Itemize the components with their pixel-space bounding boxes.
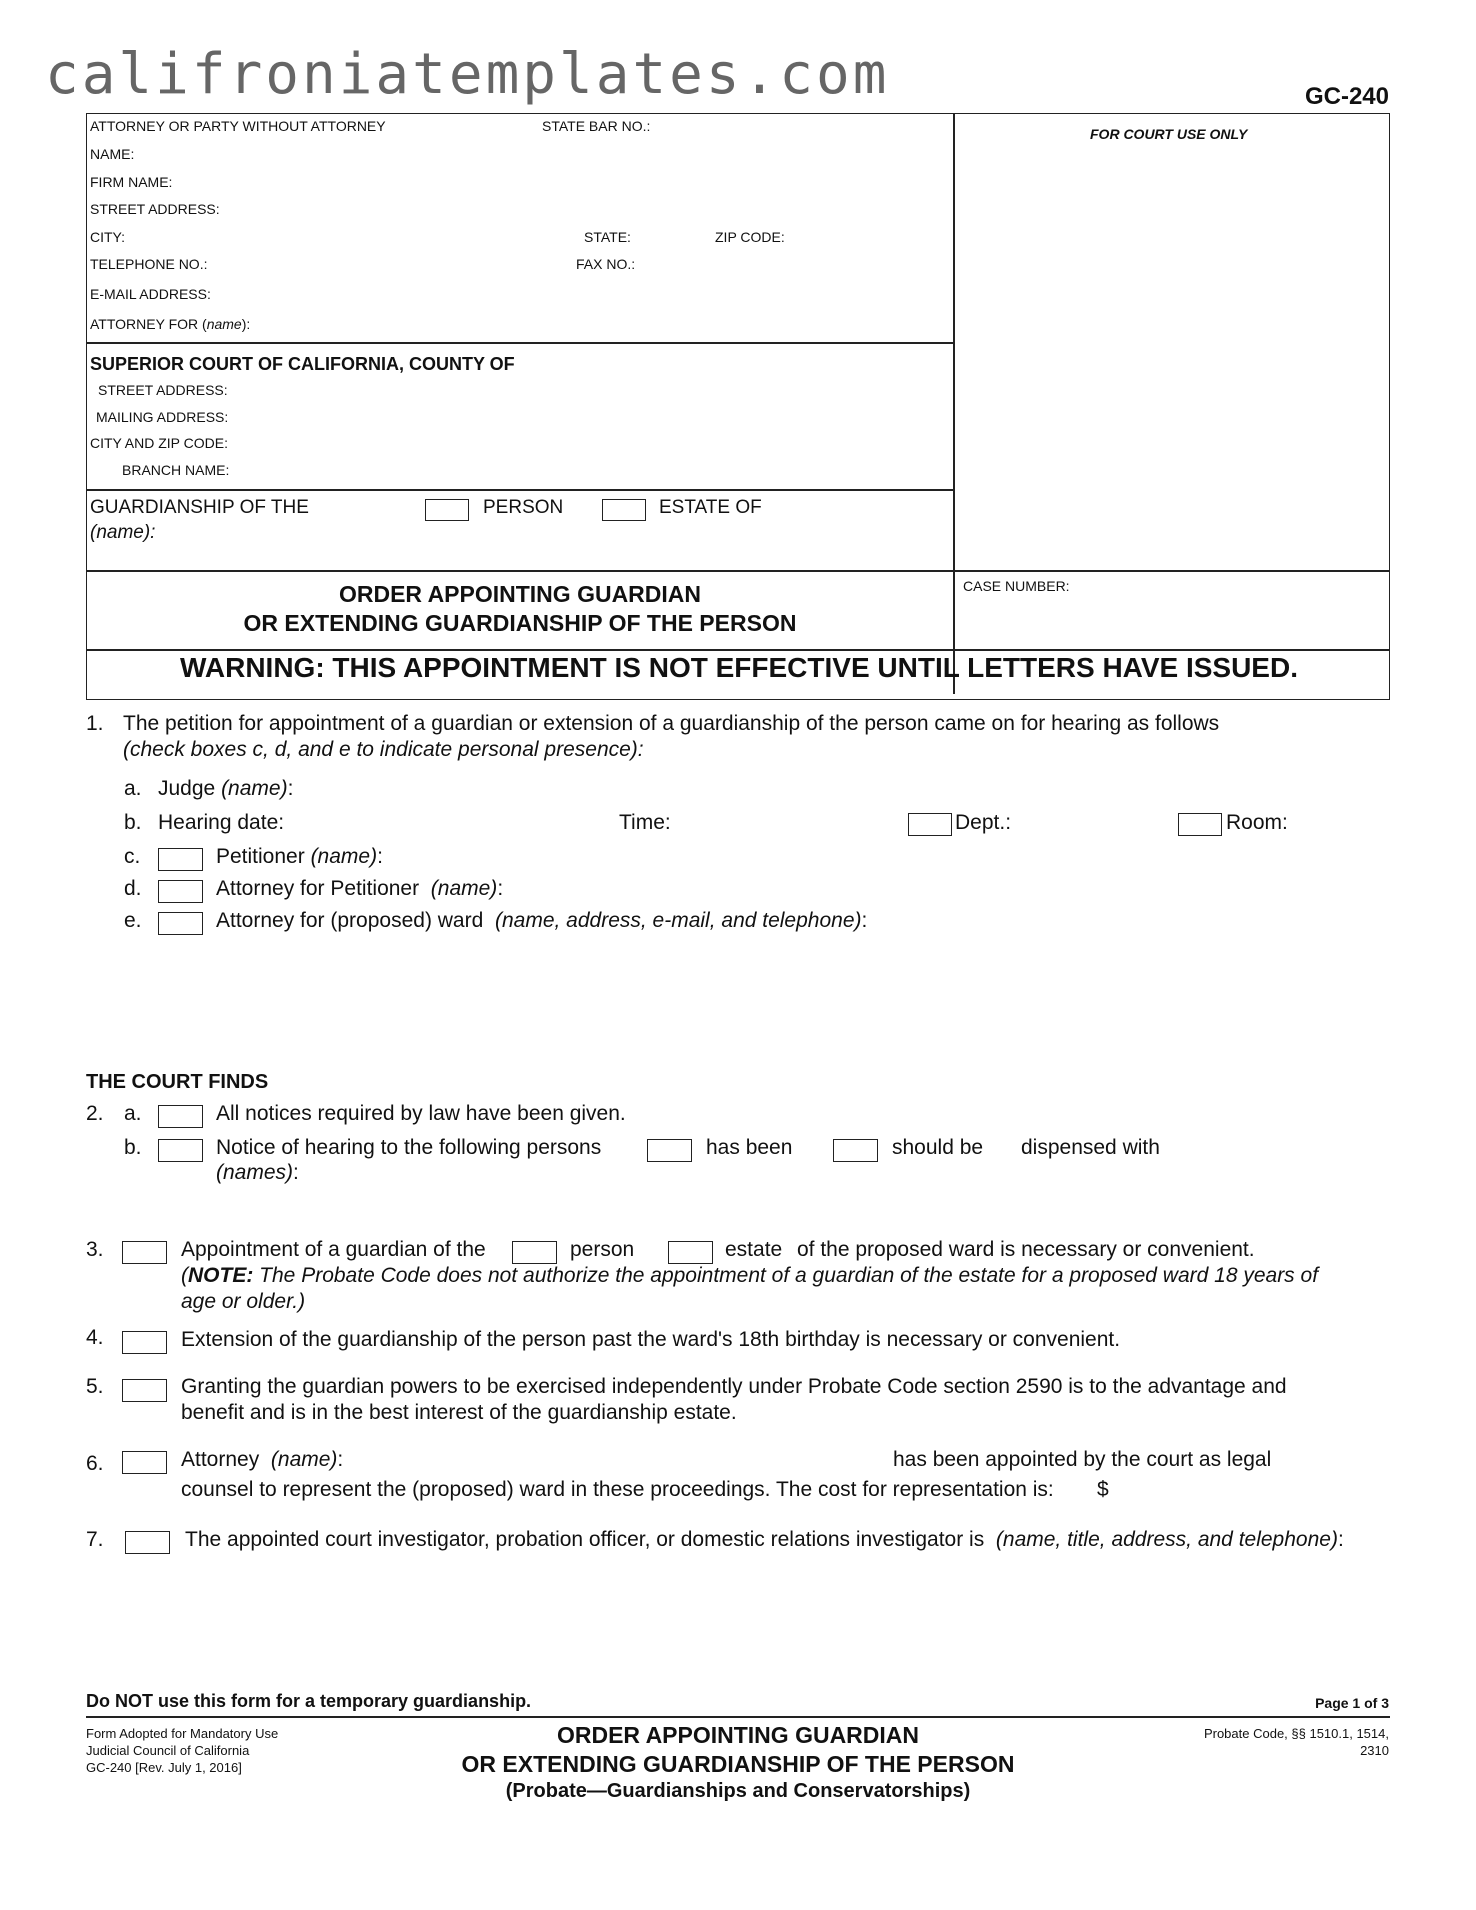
court-title: SUPERIOR COURT OF CALIFORNIA, COUNTY OF	[90, 354, 515, 374]
footer-title-3: (Probate—Guardianships and Conservatorships)	[505, 1780, 971, 1802]
temporary-guardianship-warning: Do NOT use this form for a temporary guardianship.	[86, 1691, 532, 1711]
item-1-note: (check boxes c, d, and e to indicate personal presence):	[123, 738, 644, 761]
judge-label: Judge (name):	[158, 777, 294, 800]
case-number-label: CASE NUMBER:	[963, 578, 1070, 594]
should-be-checkbox[interactable]	[833, 1139, 878, 1162]
court-street-label: STREET ADDRESS:	[98, 382, 228, 398]
item-6-dollar-sign: $	[1097, 1478, 1109, 1501]
item-1-text: The petition for appointment of a guardian or extension of a guardianship of the person came on for hearing as follows	[123, 712, 1220, 735]
probate-code-citation: Probate Code, §§ 1510.1, 1514, 2310	[1203, 1726, 1389, 1758]
page-number: Page 1 of 3	[1315, 1695, 1389, 1711]
item-5-text: Granting the guardian powers to be exercised independently under Probate Code section 2590 is to the advantage and	[181, 1375, 1287, 1398]
attorney-for-label: ATTORNEY FOR (name):	[90, 316, 251, 332]
city-label: CITY:	[90, 229, 126, 245]
item-5-checkbox[interactable]	[122, 1379, 167, 1402]
guardianship-name-label: (name):	[90, 522, 156, 543]
item-3-number: 3.	[86, 1238, 104, 1261]
notice-hearing-checkbox[interactable]	[158, 1139, 203, 1162]
estate-label: ESTATE OF	[659, 497, 762, 518]
item-2-number: 2.	[86, 1102, 104, 1125]
court-city-label: CITY AND ZIP CODE:	[90, 435, 228, 451]
item-4-number: 4.	[86, 1326, 104, 1349]
footer-title-1: ORDER APPOINTING GUARDIAN	[556, 1722, 920, 1748]
item-7-checkbox[interactable]	[125, 1531, 170, 1554]
form-number: GC-240	[1304, 83, 1389, 110]
item-1d-label: d.	[124, 877, 142, 900]
form-title-1: ORDER APPOINTING GUARDIAN	[338, 581, 702, 607]
item-6-number: 6.	[86, 1452, 104, 1475]
state-bar-label: STATE BAR NO.:	[542, 118, 651, 134]
dept-checkbox[interactable]	[908, 813, 952, 836]
item-2a-label: a.	[124, 1102, 142, 1125]
footer-title-2: OR EXTENDING GUARDIANSHIP OF THE PERSON	[461, 1751, 1015, 1777]
attorney-ward-checkbox[interactable]	[158, 912, 203, 935]
should-be-label: should be	[892, 1136, 984, 1159]
item-1a-label: a.	[124, 777, 142, 800]
email-label: E-MAIL ADDRESS:	[90, 286, 211, 302]
item-7-number: 7.	[86, 1528, 104, 1551]
item-4-checkbox[interactable]	[122, 1331, 167, 1354]
person-checkbox[interactable]	[425, 499, 469, 521]
dept-label: Dept.:	[955, 811, 1012, 834]
item-1e-label: e.	[124, 909, 142, 932]
person-label: PERSON	[483, 497, 564, 518]
attorney-ward-label: Attorney for (proposed) ward (name, address, e-mail, and telephone):	[216, 909, 868, 932]
guardian-estate-label: estate	[725, 1238, 783, 1261]
names-label: (names):	[216, 1161, 299, 1184]
court-use-label: FOR COURT USE ONLY	[1090, 126, 1248, 142]
dispensed-with-label: dispensed with	[1021, 1136, 1160, 1159]
item-3-checkbox[interactable]	[122, 1241, 167, 1264]
time-label: Time:	[619, 811, 671, 834]
petitioner-checkbox[interactable]	[158, 848, 203, 871]
room-label: Room:	[1226, 811, 1288, 834]
item-1c-label: c.	[124, 845, 141, 868]
zip-label: ZIP CODE:	[715, 229, 785, 245]
room-checkbox[interactable]	[1178, 813, 1222, 836]
name-label: NAME:	[90, 146, 135, 162]
guardianship-label: GUARDIANSHIP OF THE	[90, 497, 309, 518]
footer-rule	[86, 1716, 1390, 1718]
notice-hearing-text: Notice of hearing to the following persons	[216, 1136, 602, 1159]
item-1-number: 1.	[86, 712, 104, 735]
street-label: STREET ADDRESS:	[90, 201, 220, 217]
item-5-text-2: benefit and is in the best interest of the guardianship estate.	[181, 1401, 737, 1424]
telephone-label: TELEPHONE NO.:	[90, 256, 208, 272]
item-3-text-2: of the proposed ward is necessary or convenient.	[797, 1238, 1255, 1261]
item-7-text: The appointed court investigator, probation officer, or domestic relations investigator is (name, title, address, and telephone):	[185, 1528, 1344, 1551]
item-3-text: Appointment of a guardian of the	[181, 1238, 486, 1261]
state-label: STATE:	[584, 229, 631, 245]
attorney-petitioner-label: Attorney for Petitioner (name):	[216, 877, 504, 900]
item-4-text: Extension of the guardianship of the person past the ward's 18th birthday is necessary or convenient.	[181, 1328, 1121, 1351]
notices-given-checkbox[interactable]	[158, 1105, 203, 1128]
fax-label: FAX NO.:	[576, 256, 636, 272]
has-been-checkbox[interactable]	[647, 1139, 692, 1162]
warning-banner: WARNING: THIS APPOINTMENT IS NOT EFFECTIVE UNTIL LETTERS HAVE ISSUED.	[180, 652, 1298, 683]
hearing-date-label: Hearing date:	[158, 811, 285, 834]
item-6-text-3: counsel to represent the (proposed) ward in these proceedings. The cost for representation is:	[181, 1478, 1054, 1501]
item-3-note: (NOTE: The Probate Code does not authorize the appointment of a guardian of the estate for a proposed ward 18 years of	[181, 1264, 1319, 1287]
court-finds-heading: THE COURT FINDS	[86, 1071, 269, 1093]
watermark: califroniatemplates.com	[45, 42, 890, 107]
attorney-petitioner-checkbox[interactable]	[158, 880, 203, 903]
petitioner-label: Petitioner (name):	[216, 845, 383, 868]
notices-given-text: All notices required by law have been given.	[216, 1102, 626, 1125]
form-adopted-block: Form Adopted for Mandatory Use Judicial Council of California GC-240 [Rev. July 1, 2016]	[86, 1726, 279, 1775]
court-mailing-label: MAILING ADDRESS:	[96, 409, 229, 425]
attorney-label: ATTORNEY OR PARTY WITHOUT ATTORNEY	[90, 118, 386, 134]
guardian-estate-checkbox[interactable]	[668, 1241, 713, 1264]
form-title-2: OR EXTENDING GUARDIANSHIP OF THE PERSON	[243, 610, 797, 636]
item-2b-label: b.	[124, 1136, 142, 1159]
firm-name-label: FIRM NAME:	[90, 174, 173, 190]
item-3-note-2: age or older.)	[181, 1290, 306, 1313]
item-5-number: 5.	[86, 1375, 104, 1398]
has-been-label: has been	[706, 1136, 793, 1159]
guardian-person-label: person	[570, 1238, 635, 1261]
estate-checkbox[interactable]	[602, 499, 646, 521]
item-6-attorney-label: Attorney (name):	[181, 1448, 344, 1471]
item-1b-label: b.	[124, 811, 142, 834]
item-6-text-2: has been appointed by the court as legal	[893, 1448, 1272, 1471]
court-branch-label: BRANCH NAME:	[122, 462, 230, 478]
guardian-person-checkbox[interactable]	[512, 1241, 557, 1264]
item-6-checkbox[interactable]	[122, 1451, 167, 1474]
